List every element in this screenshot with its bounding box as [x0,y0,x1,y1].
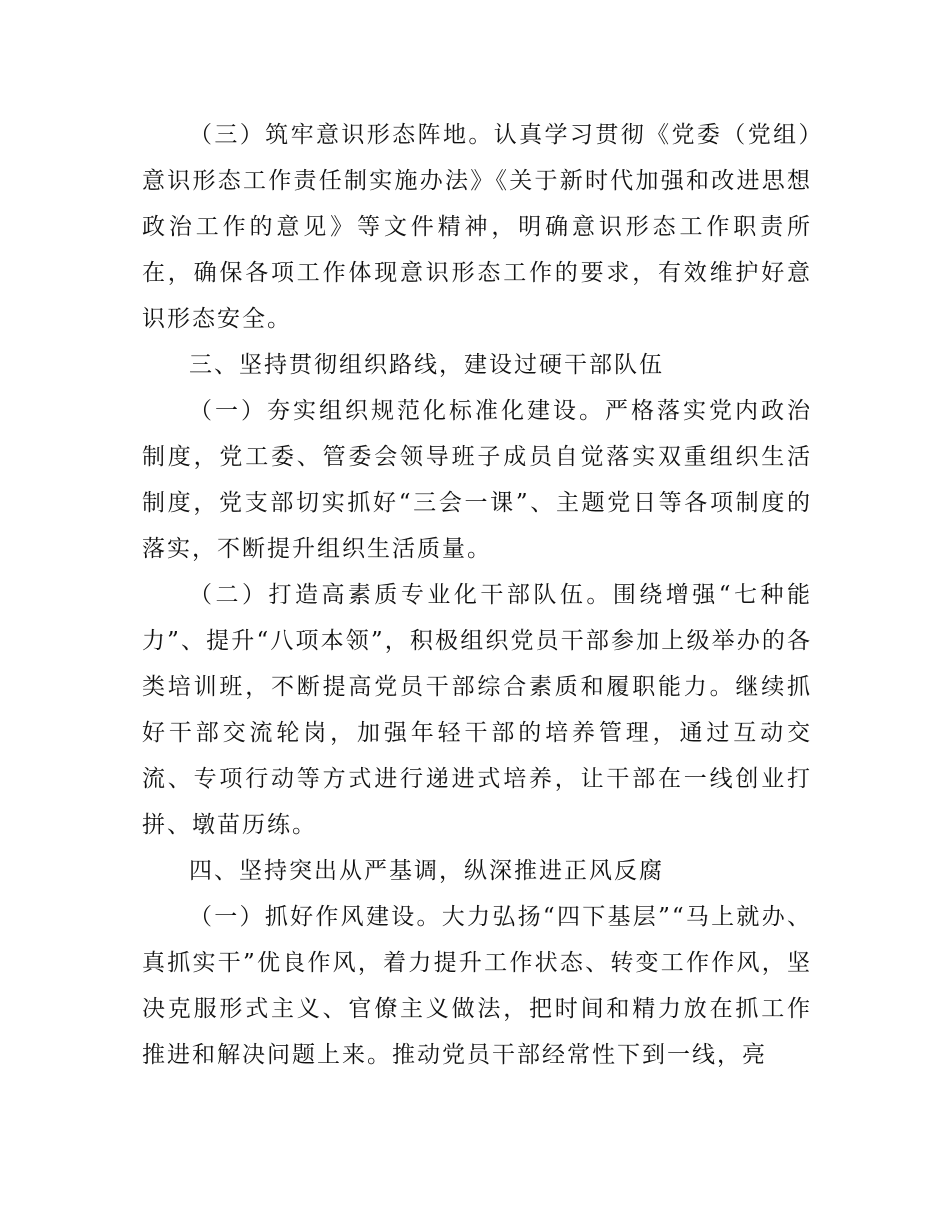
document-body [142,112,812,1078]
paragraph-organization-standardization: （一）夯实组织规范化标准化建设。严格落实党内政治制度，党工委、管委会领导班子成员自觉落实双重组织生活制度，党支部切实抓好“三会一课”、主题党日等各项制度的落实，不断提升组织生活质量。 [142,398,812,562]
paragraph-ideology-front: （三）筑牢意识形态阵地。认真学习贯彻《党委（党组）意识形态工作责任制实施办法》《关于新时代加强和改进思想政治工作的意见》等文件精神，明确意识形态工作职责所在，确保各项工作体现意识形态工作的要求，有效维护好意识形态安全。 [142,122,812,332]
paragraph-work-style: （一）抓好作风建设。大力弘扬“四下基层”“马上就办、真抓实干”优良作风，着力提升工作状态、转变工作作风，坚决克服形式主义、官僚主义做法，把时间和精力放在抓工作推进和解决问题上来。推动党员干部经常性下到一线，亮 [142,904,812,1068]
section-heading-four: 四、坚持突出从严基调，纵深推进正风反腐 [189,858,664,884]
paragraph-cadre-team: （二）打造高素质专业化干部队伍。围绕增强“七种能力”、提升“八项本领”，积极组织党员干部参加上级举办的各类培训班，不断提高党员干部综合素质和履职能力。继续抓好干部交流轮岗，加强年轻干部的培养管理，通过互动交流、专项行动等方式进行递进式培养，让干部在一线创业打拼、墩苗历练。 [142,582,812,838]
section-heading-three: 三、坚持贯彻组织路线，建设过硬干部队伍 [189,352,664,378]
